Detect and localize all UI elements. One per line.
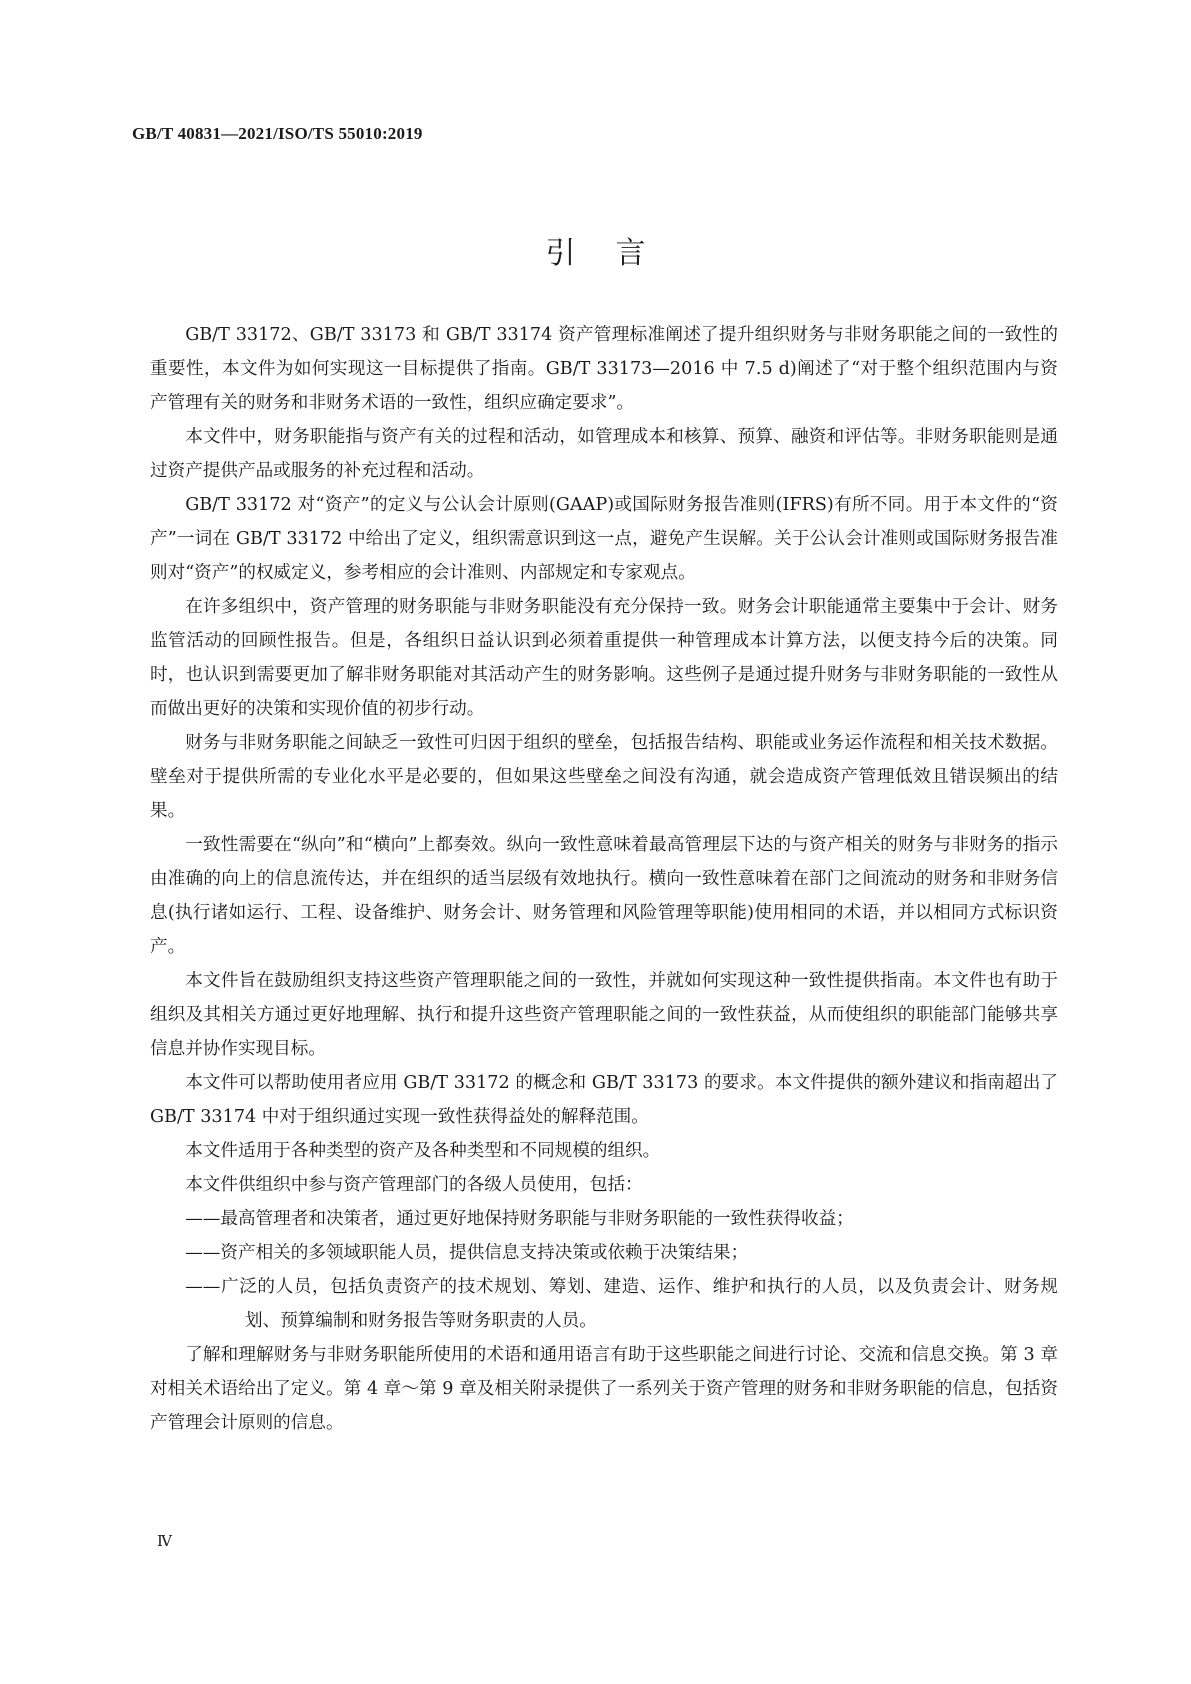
- introduction-body: [150, 318, 1058, 1440]
- page-title: 引言: [545, 236, 686, 271]
- paragraph-4: 在许多组织中，资产管理的财务职能与非财务职能没有充分保持一致。财务会计职能通常主要集中于会计、财务监管活动的回顾性报告。但是，各组织日益认识到必须着重提供一种管理成本计算方法，以便支持今后的决策。同时，也认识到需要更加了解非财务职能对其活动产生的财务影响。这些例子是通过提升财务与非财务职能的一致性从而做出更好的决策和实现价值的初步行动。: [150, 597, 1058, 719]
- standard-code-header: GB/T 40831—2021/ISO/TS 55010:2019: [132, 124, 423, 143]
- paragraph-10: 本文件供组织中参与资产管理部门的各级人员使用，包括：: [185, 1175, 643, 1195]
- dash-list-item-1: [150, 1202, 1058, 1236]
- closing-paragraph: 了解和理解财务与非财务职能所使用的术语和通用语言有助于这些职能之间进行讨论、交流和信息交换。第 3 章对相关术语给出了定义。第 4 章～第 9 章及相关附录提供了一系列关于资产管理的财务和非财务职能的信息，包括资产管理会计原则的信息。: [150, 1345, 1058, 1433]
- dash-list-item-2: [150, 1236, 1058, 1270]
- paragraph-9: 本文件适用于各种类型的资产及各种类型和不同规模的组织。: [185, 1141, 661, 1161]
- paragraph-6: 一致性需要在“纵向”和“横向”上都奏效。纵向一致性意味着最高管理层下达的与资产相关的财务与非财务的指示由准确的向上的信息流传达，并在组织的适当层级有效地执行。横向一致性意味着在部门之间流动的财务和非财务信息(执行诸如运行、工程、设备维护、财务会计、财务管理和风险管理等职能)使用相同的术语，并以相同方式标识资产。: [150, 835, 1058, 957]
- paragraph-5: 财务与非财务职能之间缺乏一致性可归因于组织的壁垒，包括报告结构、职能或业务运作流程和相关技术数据。壁垒对于提供所需的专业化水平是必要的，但如果这些壁垒之间没有沟通，就会造成资产管理低效且错误频出的结果。: [150, 733, 1058, 821]
- paragraph-7: 本文件旨在鼓励组织支持这些资产管理职能之间的一致性，并就如何实现这种一致性提供指南。本文件也有助于组织及其相关方通过更好地理解、执行和提升这些资产管理职能之间的一致性获益，从而使组织的职能部门能够共享信息并协作实现目标。: [150, 971, 1058, 1059]
- page-number: Ⅳ: [157, 1534, 172, 1550]
- paragraph-1: GB/T 33172、GB/T 33173 和 GB/T 33174 资产管理标准阐述了提升组织财务与非财务职能之间的一致性的重要性，本文件为如何实现这一目标提供了指南。GB/T 33173—2016 中 7.5 d)阐述了“对于整个组织范围内与资产管理有关的财务和非财务术语的一致性，组织应确定要求”。: [150, 325, 1058, 413]
- paragraph-3: GB/T 33172 对“资产”的定义与公认会计原则(GAAP)或国际财务报告准则(IFRS)有所不同。用于本文件的“资产”一词在 GB/T 33172 中给出了定义，组织需意识到这一点，避免产生误解。关于公认会计准则或国际财务报告准则对“资产”的权威定义，参考相应的会计准则、内部规定和专家观点。: [150, 495, 1058, 583]
- paragraph-2: 本文件中，财务职能指与资产有关的过程和活动，如管理成本和核算、预算、融资和评估等。非财务职能则是通过资产提供产品或服务的补充过程和活动。: [150, 427, 1058, 481]
- dash-list-item-text: ——最高管理者和决策者，通过更好地保持财务职能与非财务职能的一致性获得收益；: [185, 1209, 854, 1229]
- paragraph-8: 本文件可以帮助使用者应用 GB/T 33172 的概念和 GB/T 33173 的要求。本文件提供的额外建议和指南超出了 GB/T 33174 中对于组织通过实现一致性获得益处的解释范围。: [150, 1073, 1058, 1127]
- dash-list-item-text: ——资产相关的多领域职能人员，提供信息支持决策或依赖于决策结果；: [185, 1243, 749, 1263]
- dash-list-item-text: ——广泛的人员，包括负责资产的技术规划、筹划、建造、运作、维护和执行的人员，以及负责会计、财务规划、预算编制和财务报告等财务职责的人员。: [185, 1277, 1058, 1331]
- dash-list-item-3: [150, 1270, 1058, 1338]
